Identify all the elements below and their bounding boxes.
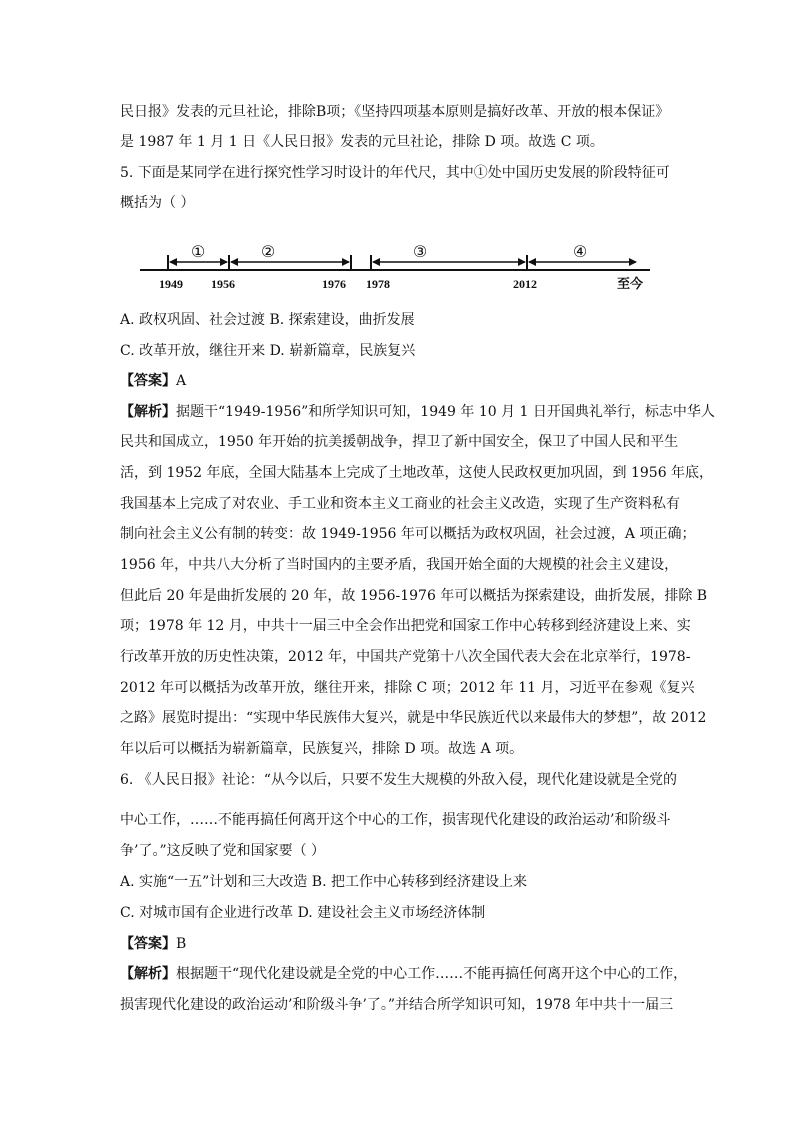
q5-answer-value: A xyxy=(176,373,187,389)
segment-label-4: ④ xyxy=(572,242,588,261)
q5-analysis-line-5: 制向社会主义公有制的转变：故 1949-1956 年可以概括为政权巩固，社会过渡，A 项正确； xyxy=(120,526,696,542)
q6-analysis-label: 【解析】 xyxy=(120,966,176,982)
q5-answer xyxy=(120,371,186,391)
year-label-2012: 2012 xyxy=(513,277,537,291)
segment-label-1: ① xyxy=(190,242,206,261)
year-label-1956: 1956 xyxy=(211,277,235,291)
year-label-1976: 1976 xyxy=(322,277,346,291)
q6-stem-line-2: 中心工作，……不能再搞任何离开这个中心的工作，损害现代化建设的政治运动’和阶级斗 xyxy=(120,812,671,828)
q5-analysis-line-9: 行改革开放的历史性决策，2012 年，中国共产党第十八次全国代表大会在北京举行，1978- xyxy=(120,649,691,665)
q5-analysis-line-3: 活，到 1952 年底，全国大陆基本上完成了土地改革，这使人民政权更加巩固，到 1956 年底， xyxy=(120,465,714,481)
q5-options-line-1: A. 政权巩固、社会过渡 B. 探索建设，曲折发展 xyxy=(120,312,415,328)
segment-label-2: ② xyxy=(260,242,276,261)
q5-analysis-label: 【解析】 xyxy=(120,404,176,420)
q6-answer-label: 【答案】 xyxy=(120,936,176,952)
q6-options-line-2: C. 对城市国有企业进行改革 D. 建设社会主义市场经济体制 xyxy=(120,905,486,921)
q5-options-line-2: C. 改革开放，继往开来 D. 崭新篇章，民族复兴 xyxy=(120,343,416,359)
q6-analysis-line-1 xyxy=(120,964,687,984)
q5-analysis-line-4: 我国基本上完成了对农业、手工业和资本主义工商业的社会主义改造，实现了生产资料私有 xyxy=(120,496,680,512)
q5-analysis-line-8: 项；1978 年 12 月，中共十一届三中全会作出把党和国家工作中心转移到经济建设上来、实 xyxy=(120,618,691,634)
q6-analysis-first: 根据题干“现代化建设就是全党的中心工作……不能再搞任何离开这个中心的工作， xyxy=(176,966,688,982)
q5-analysis-line-10: 2012 年可以概括为改革开放，继往开来，排除 C 项；2012 年 11 月，习近平在参观《复兴 xyxy=(120,680,695,696)
q5-analysis-line-1 xyxy=(120,402,715,422)
q5-analysis-line-6: 1956 年，中共八大分析了当时国内的主要矛盾，我国开始全面的大规模的社会主义建设， xyxy=(120,557,679,573)
q5-analysis-first: 据题干“1949-1956”和所学知识可知，1949 年 10 月 1 日开国典礼举行，标志中华人 xyxy=(176,404,715,420)
q5-analysis-line-2: 民共和国成立，1950 年开始的抗美援朝战争，捍卫了新中国安全，保卫了中国人民和平生 xyxy=(120,434,679,450)
q5-analysis-line-12: 年以后可以概括为崭新篇章，民族复兴，排除 D 项。故选 A 项。 xyxy=(120,741,524,757)
q6-stem-line-1: 6. 《人民日报》社论：“从今以后，只要不发生大规模的外敌入侵，现代化建设就是全党的 xyxy=(120,772,677,788)
q6-analysis-line-2: 损害现代化建设的政治运动’和阶级斗争’了。”并结合所学知识可知，1978 年中共十一届三 xyxy=(120,997,674,1013)
q6-options-line-1: A. 实施“一五”计划和三大改造 B. 把工作中心转移到经济建设上来 xyxy=(120,874,527,890)
timeline-ruler xyxy=(0,0,794,300)
year-label-now: 至今 xyxy=(616,277,644,292)
q5-stem-line-2: 概括为（ ） xyxy=(120,195,195,211)
segment-label-3: ③ xyxy=(412,242,428,261)
year-label-1949: 1949 xyxy=(159,277,183,291)
intro-line-2: 是 1987 年 1 月 1 日《人民日报》发表的元旦社论，排除 D 项。故选 C 项。 xyxy=(120,134,604,150)
q5-answer-label: 【答案】 xyxy=(120,373,176,389)
intro-line-1: 民日报》发表的元旦社论，排除B项；《坚持四项基本原则是搞好改革、开放的根本保证》 xyxy=(120,104,670,120)
year-label-1978: 1978 xyxy=(366,277,390,291)
q6-answer xyxy=(120,934,186,954)
q5-analysis-line-11: 之路》展览时提出：“实现中华民族伟大复兴，就是中华民族近代以来最伟大的梦想”，故 2012 xyxy=(120,710,707,726)
q5-analysis-line-7: 但此后 20 年是曲折发展的 20 年，故 1956-1976 年可以概括为探索建设，曲折发展，排除 B xyxy=(120,588,708,604)
q5-stem-line-1: 5. 下面是某同学在进行探究性学习时设计的年代尺，其中①处中国历史发展的阶段特征可 xyxy=(120,165,670,181)
q6-answer-value: B xyxy=(176,936,187,952)
q6-stem-line-3: 争’了。”这反映了党和国家要（ ） xyxy=(120,843,326,859)
